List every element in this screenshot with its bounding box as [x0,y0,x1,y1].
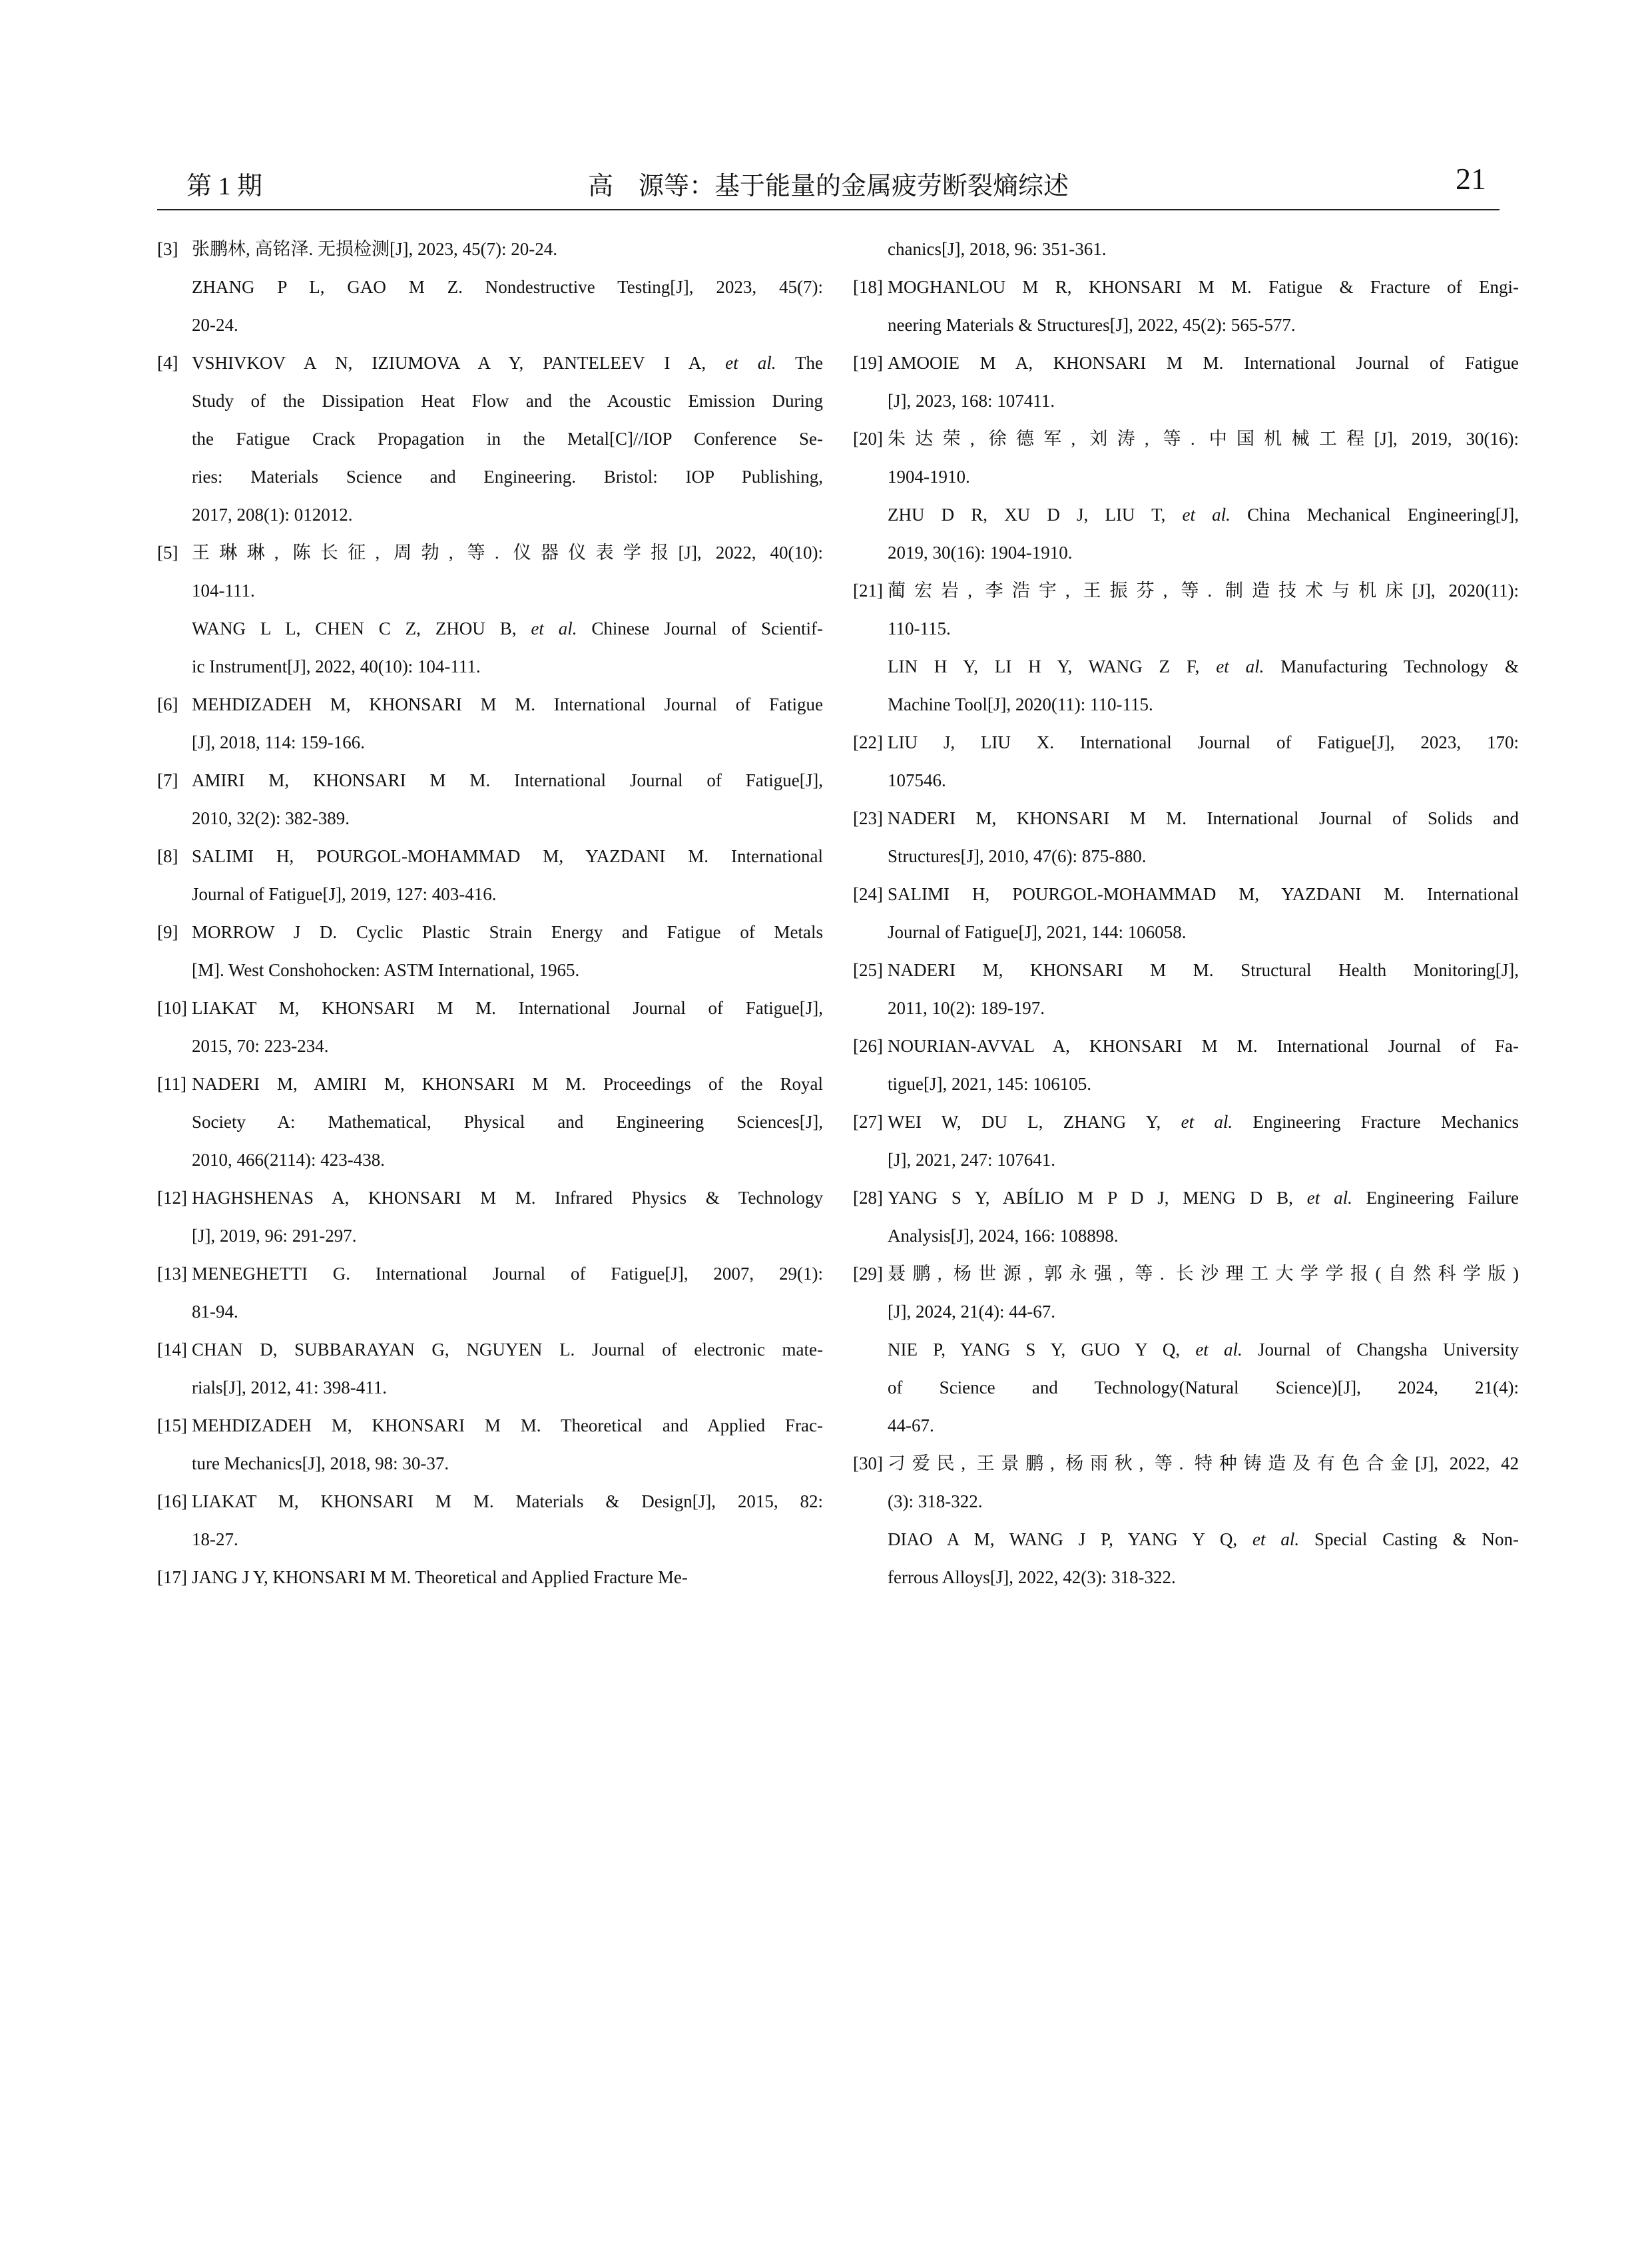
reference-line: Analysis[J], 2024, 166: 108898. [888,1226,1119,1246]
reference-entry [157,686,823,762]
reference-line: 2019, 30(16): 1904-1910. [888,543,1073,563]
reference-entry [853,875,1519,951]
reference-line: MORROW J D. Cyclic Plastic Strain Energy and Fatigue of Metals [192,922,823,942]
reference-line: AMOOIE M A, KHONSARI M M. International Journal of Fatigue [888,353,1519,373]
reference-number: [27] [853,1112,883,1132]
reference-line: LIAKAT M, KHONSARI M M. Materials & Design[J], 2015, 82: [192,1491,823,1511]
reference-line: SALIMI H, POURGOL-MOHAMMAD M, YAZDANI M. International [192,846,823,866]
running-header [157,160,1500,210]
reference-line: 朱达荣, 徐德军, 刘涛, 等. 中国机械工程[J], 2019, 30(16): [888,429,1519,449]
reference-line: [J], 2019, 96: 291-297. [192,1226,357,1246]
reference-number: [29] [853,1264,883,1284]
references-left-column [157,230,823,1597]
reference-number: [24] [853,884,883,904]
reference-line: Machine Tool[J], 2020(11): 110-115. [888,694,1153,714]
reference-entry [853,1103,1519,1179]
reference-line: 2015, 70: 223-234. [192,1036,329,1056]
reference-entry [157,1483,823,1559]
reference-line: HAGHSHENAS A, KHONSARI M M. Infrared Physics & Technology [192,1188,823,1208]
reference-number: [14] [157,1340,187,1360]
reference-entry [157,1331,823,1407]
reference-entry [157,838,823,913]
reference-number: [28] [853,1188,883,1208]
reference-line: MOGHANLOU M R, KHONSARI M M. Fatigue & Fracture of Engi- [888,277,1519,297]
reference-line: 2010, 32(2): 382-389. [192,808,350,828]
reference-number: [10] [157,998,187,1018]
reference-line: rials[J], 2012, 41: 398-411. [192,1377,387,1397]
reference-line: ZHANG P L, GAO M Z. Nondestructive Testing[J], 2023, 45(7): [192,277,823,297]
reference-entry [157,344,823,534]
reference-line: Journal of Fatigue[J], 2021, 144: 106058. [888,922,1187,942]
reference-line: of Science and Technology(Natural Science)[J], 2024, 21(4): [888,1377,1519,1397]
reference-line: 张鹏林, 高铭泽. 无损检测[J], 2023, 45(7): 20-24. [192,239,557,259]
reference-number: [16] [157,1491,187,1511]
reference-entry [853,1255,1519,1445]
reference-line: Study of the Dissipation Heat Flow and the Acoustic Emission During [192,391,823,411]
reference-line: Structures[J], 2010, 47(6): 875-880. [888,846,1147,866]
reference-entry [853,1179,1519,1255]
reference-number: [20] [853,429,883,449]
reference-line: 18-27. [192,1529,238,1549]
reference-entry [157,534,823,686]
reference-number: [9] [157,922,178,942]
reference-line: LIN H Y, LI H Y, WANG Z F, et al. Manufacturing Technology & [888,656,1519,676]
reference-line: 1904-1910. [888,467,970,487]
reference-line: tigue[J], 2021, 145: 106105. [888,1074,1091,1094]
reference-line: 蔺宏岩, 李浩宇, 王振芬, 等. 制造技术与机床[J], 2020(11): [888,581,1519,601]
reference-entry [157,230,823,344]
reference-line: chanics[J], 2018, 96: 351-361. [888,239,1107,259]
reference-line: ic Instrument[J], 2022, 40(10): 104-111. [192,656,481,676]
reference-line: ture Mechanics[J], 2018, 98: 30-37. [192,1453,449,1473]
reference-entry [157,1065,823,1179]
reference-entry [853,572,1519,724]
reference-line: [J], 2024, 21(4): 44-67. [888,1302,1055,1322]
reference-entry [853,230,1519,268]
reference-line: WANG L L, CHEN C Z, ZHOU B, et al. Chinese Journal of Scientif- [192,619,823,638]
reference-line: VSHIVKOV A N, IZIUMOVA A Y, PANTELEEV I A, et al. The [192,353,823,373]
reference-line: 聂鹏, 杨世源, 郭永强, 等. 长沙理工大学学报(自然科学版) [888,1264,1519,1284]
reference-entry [157,1179,823,1255]
reference-line: Journal of Fatigue[J], 2019, 127: 403-416. [192,884,497,904]
page-number: 21 [1456,162,1486,196]
reference-number: [7] [157,770,178,790]
issue-number: 第 1 期 [186,172,263,200]
reference-line: 刁爱民, 王景鹏, 杨雨秋, 等. 特种铸造及有色合金[J], 2022, 42 [888,1453,1519,1473]
reference-number: [11] [157,1074,186,1094]
reference-entry [157,989,823,1065]
reference-line: ZHU D R, XU D J, LIU T, et al. China Mechanical Engineering[J], [888,505,1519,525]
reference-line: 110-115. [888,619,951,638]
reference-line: 王琳琳, 陈长征, 周勃, 等. 仪器仪表学报[J], 2022, 40(10): [192,543,823,563]
reference-line: [J], 2021, 247: 107641. [888,1150,1055,1170]
reference-entry [853,951,1519,1027]
reference-line: 20-24. [192,315,238,335]
reference-line: neering Materials & Structures[J], 2022, 45(2): 565-577. [888,315,1296,335]
reference-number: [12] [157,1188,187,1208]
reference-line: ferrous Alloys[J], 2022, 42(3): 318-322. [888,1567,1176,1587]
reference-entry [157,1255,823,1331]
reference-line: MEHDIZADEH M, KHONSARI M M. Theoretical and Applied Frac- [192,1415,823,1435]
reference-line: NADERI M, KHONSARI M M. Structural Health Monitoring[J], [888,960,1519,980]
reference-line: [J], 2023, 168: 107411. [888,391,1055,411]
reference-number: [21] [853,581,883,601]
reference-entry [853,344,1519,420]
reference-entry [157,762,823,838]
reference-line: 104-111. [192,581,255,601]
reference-line: SALIMI H, POURGOL-MOHAMMAD M, YAZDANI M. International [888,884,1519,904]
reference-number: [22] [853,732,883,752]
references-right-column [853,230,1519,1597]
reference-number: [15] [157,1415,187,1435]
reference-line: 2011, 10(2): 189-197. [888,998,1045,1018]
reference-line: LIAKAT M, KHONSARI M M. International Journal of Fatigue[J], [192,998,823,1018]
reference-line: 2010, 466(2114): 423-438. [192,1150,385,1170]
reference-entry [853,1445,1519,1597]
reference-line: MEHDIZADEH M, KHONSARI M M. International Journal of Fatigue [192,694,823,714]
reference-number: [8] [157,846,178,866]
reference-number: [25] [853,960,883,980]
reference-line: the Fatigue Crack Propagation in the Metal[C]//IOP Conference Se- [192,429,823,449]
reference-number: [23] [853,808,883,828]
running-title: 高 源等：基于能量的金属疲劳断裂熵综述 [587,172,1069,200]
reference-number: [5] [157,543,178,563]
reference-line: (3): 318-322. [888,1491,983,1511]
reference-line: DIAO A M, WANG J P, YANG Y Q, et al. Special Casting & Non- [888,1529,1519,1549]
reference-number: [13] [157,1264,187,1284]
reference-line: NIE P, YANG S Y, GUO Y Q, et al. Journal of Changsha University [888,1340,1519,1360]
reference-number: [19] [853,353,883,373]
reference-line: NADERI M, KHONSARI M M. International Journal of Solids and [888,808,1519,828]
reference-number: [26] [853,1036,883,1056]
reference-entry [853,724,1519,800]
reference-line: ries: Materials Science and Engineering. Bristol: IOP Publishing, [192,467,823,487]
reference-entry [853,1027,1519,1103]
reference-entry [853,800,1519,875]
reference-line: LIU J, LIU X. International Journal of Fatigue[J], 2023, 170: [888,732,1519,752]
reference-entry [157,1559,823,1597]
reference-line: 107546. [888,770,946,790]
reference-entry [157,913,823,989]
reference-entry [853,268,1519,344]
reference-line: 2017, 208(1): 012012. [192,505,353,525]
reference-line: Society A: Mathematical, Physical and Engineering Sciences[J], [192,1112,823,1132]
reference-number: [30] [853,1453,883,1473]
reference-line: 81-94. [192,1302,238,1322]
reference-line: NADERI M, AMIRI M, KHONSARI M M. Proceedings of the Royal [192,1074,823,1094]
reference-line: YANG S Y, ABÍLIO M P D J, MENG D B, et al. Engineering Failure [888,1188,1519,1208]
reference-line: NOURIAN-AVVAL A, KHONSARI M M. International Journal of Fa- [888,1036,1519,1056]
reference-number: [17] [157,1567,187,1587]
reference-entry [157,1407,823,1483]
reference-number: [3] [157,239,178,259]
reference-line: 44-67. [888,1415,934,1435]
reference-line: AMIRI M, KHONSARI M M. International Journal of Fatigue[J], [192,770,823,790]
reference-entry [853,420,1519,572]
reference-line: JANG J Y, KHONSARI M M. Theoretical and Applied Fracture Me- [192,1567,688,1587]
reference-number: [6] [157,694,178,714]
reference-line: WEI W, DU L, ZHANG Y, et al. Engineering Fracture Mechanics [888,1112,1519,1132]
reference-line: [J], 2018, 114: 159-166. [192,732,365,752]
reference-line: CHAN D, SUBBARAYAN G, NGUYEN L. Journal of electronic mate- [192,1340,823,1360]
reference-line: MENEGHETTI G. International Journal of Fatigue[J], 2007, 29(1): [192,1264,823,1284]
reference-number: [4] [157,353,178,373]
reference-number: [18] [853,277,883,297]
reference-line: [M]. West Conshohocken: ASTM International, 1965. [192,960,580,980]
